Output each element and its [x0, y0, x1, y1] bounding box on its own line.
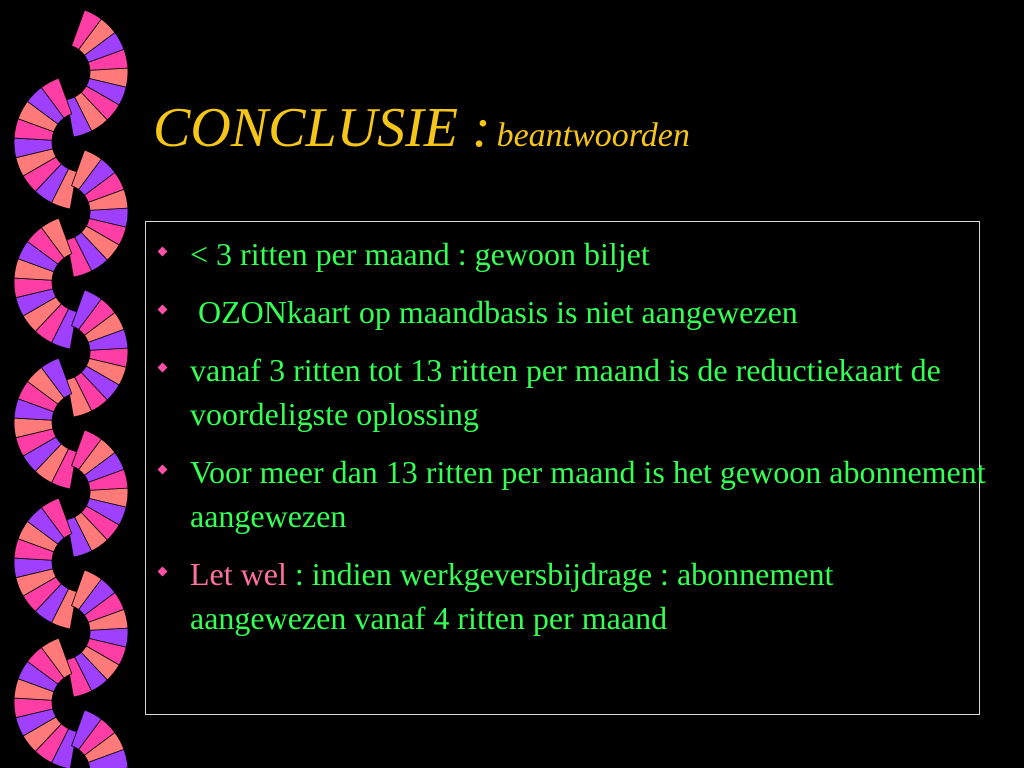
fan-spiral-decoration	[0, 0, 140, 768]
fan-segment	[67, 710, 128, 768]
diamond-bullet-icon	[158, 567, 168, 577]
bullet-text: OZONkaart op maandbasis is niet aangewezen	[190, 294, 798, 330]
bullet-text: Voor meer dan 13 ritten per maand is het gewoon abonnement aangewezen	[190, 454, 986, 534]
fan-segment	[67, 430, 128, 557]
bullet-item	[146, 552, 991, 640]
fan-segment	[14, 78, 77, 209]
content-box	[145, 221, 986, 715]
fan-segment	[67, 570, 128, 697]
diamond-bullet-icon	[158, 465, 168, 475]
slide-title	[153, 97, 690, 159]
fan-segment	[67, 10, 128, 137]
fan-segment	[67, 150, 128, 277]
fan-segment	[67, 290, 128, 417]
diamond-bullet-icon	[158, 247, 168, 257]
title-main: CONCLUSIE :	[153, 97, 491, 159]
bullet-item	[146, 232, 991, 276]
bullet-text: : indien werkgeversbijdrage : abonnement aangewezen vanaf 4 ritten per maand	[190, 556, 834, 636]
bullet-text: < 3 ritten per maand : gewoon biljet	[190, 236, 650, 272]
bullet-item	[146, 348, 991, 436]
diamond-bullet-icon	[158, 363, 168, 373]
bullet-list	[146, 232, 991, 654]
diamond-bullet-icon	[158, 305, 168, 315]
bullet-item	[146, 290, 991, 334]
fan-segment	[14, 498, 77, 629]
fan-segment	[14, 218, 77, 349]
fan-segment	[14, 358, 77, 489]
bullet-text: vanaf 3 ritten tot 13 ritten per maand is de reductiekaart de voordeligste oplossing	[190, 352, 941, 432]
title-subtitle: beantwoorden	[496, 117, 690, 154]
bullet-item	[146, 450, 991, 538]
fan-segment	[14, 638, 77, 768]
bullet-highlight: Let wel	[190, 556, 287, 592]
